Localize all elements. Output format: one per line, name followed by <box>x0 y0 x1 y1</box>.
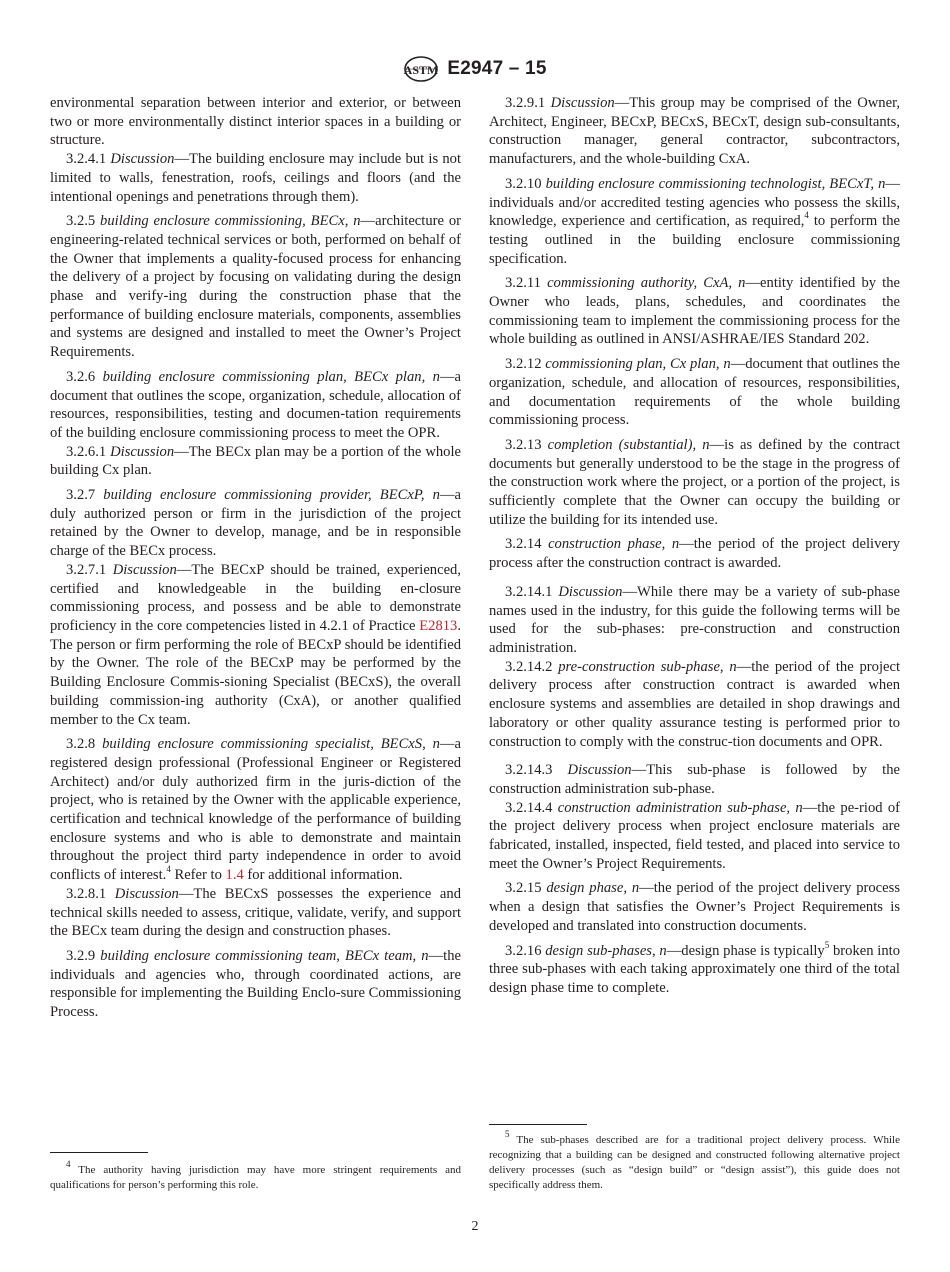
footnote-text: The sub-phases described are for a traditional project delivery process. While recognizing that a building can be designed and constructed following alternative project delivery processes (such as “design build” or “design assist”), this guide does not specifically address them. <box>489 1134 900 1191</box>
section-3-2-4-1 <box>50 150 461 206</box>
term-italic: design sub-phases, n <box>545 942 667 959</box>
section-3-2-10 <box>489 175 900 269</box>
text-run: 3.2.12 <box>505 356 546 373</box>
term-italic: completion (substantial), n <box>547 436 710 453</box>
section-3-2-14-3 <box>489 761 900 798</box>
text-run: —The building enclosure may include but is not limited to walls, fenestration, roofs, ceilings and floors (and the intentional openings and penetrations through them). <box>50 151 462 205</box>
text-run: —individuals and/or accredited testing agencies who possess the skills, knowledge, experience and certification, as required, <box>489 175 900 230</box>
section-3-2-8 <box>50 735 461 885</box>
text-run: —design phase is typically <box>666 942 825 959</box>
reference-link[interactable]: 1.4 <box>225 867 244 884</box>
text-run: —This group may be comprised of the Owner, Architect, Engineer, BECxP, BECxS, BECxT, design sub-consultants, construction manager, general contractor, subcontractors, manufacturers, and the whole-building CxA. <box>489 95 901 168</box>
term-italic: building enclosure commissioning plan, BECx plan, n <box>102 368 440 385</box>
text-run: —the period of the project delivery process when a design that satisfies the Owner’s Project Requirements is developed and translated into construction documents. <box>489 880 900 934</box>
footnote-5 <box>489 1129 900 1193</box>
footnote-ref: 5 <box>824 939 830 950</box>
page-header <box>0 54 950 84</box>
term-italic: Discussion <box>567 762 632 779</box>
section-3-2-5 <box>50 212 461 362</box>
term-italic: Discussion <box>550 95 615 111</box>
section-3-2-13 <box>489 436 900 530</box>
text-run: 3.2.14 <box>505 536 549 553</box>
footnote-4 <box>50 1159 461 1193</box>
text-run: . The person or firm performing the role of BECxP should be identified by the Owner. The role of the BECxP may be performed by the Building Enclosure Commis-sioning Specialist (BECxS), the overall building commission-ing authority (CxA), or another qualified member to the Cx team. <box>50 617 461 728</box>
footnote-ref: 4 <box>804 210 809 221</box>
text-run: —the period of the project delivery process after construction contract is awarded when enclosure systems and assemblies are detailed in shop drawings and laboratory or other quality assurance testing is performed prior to construction to comply with the construc-tion documents and OPR. <box>489 658 901 750</box>
text-run: 3.2.14.4 <box>505 799 558 816</box>
text-run: 3.2.4.1 <box>66 151 111 168</box>
footnote-divider <box>50 1152 148 1153</box>
section-3-2-8-1 <box>50 885 461 941</box>
footnote-mark: 4 <box>66 1159 71 1170</box>
footnote-mark: 5 <box>505 1129 510 1140</box>
text-run: 3.2.16 <box>505 942 546 959</box>
text-run: —the period of the project delivery process after the construction contract is awarded. <box>489 536 901 572</box>
text-run: —the pe-riod of the project delivery process when project enclosure materials are fabricated, installed, inspected, field tested, and placed into service to meet the Owner’s Project Requirements. <box>489 799 900 872</box>
section-3-2-7-1 <box>50 561 461 729</box>
section-3-2-6-1 <box>50 443 461 480</box>
footnote-text: The authority having jurisdiction may have more stringent requirements and qualifications for person’s performing this role. <box>50 1164 461 1191</box>
text-run: 3.2.11 <box>505 275 548 292</box>
text-run: —While there may be a variety of sub-phase names used in the industry, for this guide the following terms will be used for the sub-phases: pre-construction and construction administration. <box>489 583 900 656</box>
text-run: —the individuals and agencies who, through coordinated actions, are responsible for implementing the Building Enclo-sure Commissioning Process. <box>50 947 462 1021</box>
text-run: Refer to <box>170 867 226 884</box>
term-italic: construction phase, n <box>548 536 680 553</box>
term-italic: commissioning plan, Cx plan, n <box>545 356 731 373</box>
section-3-2-15 <box>489 879 900 935</box>
section-3-2-14 <box>489 535 900 572</box>
term-italic: building enclosure commissioning specialist, BECxS, n <box>102 736 440 753</box>
term-italic: Discussion <box>114 885 179 902</box>
svg-text:ASTM: ASTM <box>404 63 439 77</box>
section-3-2-11 <box>489 274 900 349</box>
text-run: —a duly authorized person or firm in the jurisdiction of the project retained by the Owner to develop, manage, and be in responsible charge of the BECx process. <box>50 487 461 560</box>
text-run: 3.2.15 <box>505 880 547 897</box>
text-run: —The BECx plan may be a portion of the whole building Cx plan. <box>50 443 462 479</box>
text-run: —a document that outlines the scope, organization, schedule, allocation of resources, responsibilities, testing and documen-tation requirements of the building enclosure commissioning process to meet the OPR. <box>50 368 461 441</box>
text-run: —This sub-phase is followed by the construction administration sub-phase. <box>489 762 900 797</box>
section-p_cont <box>50 94 461 150</box>
section-3-2-14-1 <box>489 583 900 658</box>
text-run: 3.2.14.3 <box>505 762 568 779</box>
section-3-2-6 <box>50 368 461 443</box>
text-run: —document that outlines the organization, schedule, and allocation of resources, responsibilities, and documentation requirements of the whole building commissioning process. <box>489 356 901 429</box>
text-run: to perform the testing outlined in the building enclosure commissioning specification. <box>489 213 900 267</box>
text-run: 3.2.7 <box>66 487 104 504</box>
term-italic: construction administration sub-phase, n <box>557 799 803 816</box>
astm-logo-icon <box>403 55 439 83</box>
text-run: 3.2.9.1 <box>505 95 551 111</box>
text-run: 3.2.6.1 <box>66 443 111 460</box>
section-3-2-9-1 <box>489 94 900 169</box>
term-italic: Discussion <box>110 443 175 460</box>
term-italic: building enclosure commissioning, BECx, n <box>100 213 361 230</box>
left-column <box>50 94 461 1022</box>
term-italic: design phase, n <box>546 880 640 897</box>
text-run: 3.2.9 <box>66 947 101 964</box>
section-3-2-9 <box>50 947 461 1022</box>
section-3-2-12 <box>489 355 900 430</box>
text-run: 3.2.10 <box>505 175 546 192</box>
text-run: —The BECxS possesses the experience and technical skills needed to assess, critique, validate, verify, and support the BECx team during the design and construction phases. <box>50 885 462 940</box>
text-run: for additional information. <box>243 867 403 884</box>
text-run: 3.2.14.2 <box>505 658 559 675</box>
reference-link[interactable]: E2813 <box>419 617 458 634</box>
term-italic: commissioning authority, CxA, n <box>547 275 746 292</box>
term-italic: Discussion <box>558 583 623 600</box>
footnote-divider <box>489 1124 587 1125</box>
text-run: —is as defined by the contract documents but generally understood to be the stage in the progress of the construction work where the project, or a portion of the project, is sufficiently complete that the Owner can occupy the building or utilize the building for its intended use. <box>489 436 900 528</box>
text-run: 3.2.8.1 <box>66 885 115 902</box>
text-run: environmental separation between interior and exterior, or between two or more environmentally distinct interior spaces in a building or structure. <box>50 95 461 149</box>
text-run: —architecture or engineering-related technical services or both, performed on behalf of the Owner that implements a quality-focused process for enhancing the delivery of a project by focusing on validating during the design phase and verify-ing during the construction phase that the performance of building enclosure materials, components, assemblies and systems are designed and installed to meet the Owner’s Project Requirements. <box>50 213 461 361</box>
right-column <box>489 94 900 998</box>
term-italic: building enclosure commissioning provider, BECxP, n <box>103 487 440 504</box>
text-run: 3.2.14.1 <box>505 583 559 600</box>
section-3-2-14-4 <box>489 799 900 874</box>
term-italic: Discussion <box>112 561 177 578</box>
text-run: —entity identified by the Owner who leads, plans, schedules, and coordinates the commissioning team to implement the commissioning process for the whole building as outlined in ANSI/ASHRAE/IES Standard 202. <box>489 275 901 348</box>
page-number: 2 <box>471 1219 479 1234</box>
term-italic: Discussion <box>110 151 175 168</box>
text-run: 3.2.8 <box>66 736 103 753</box>
section-3-2-14-2 <box>489 658 900 752</box>
text-run: 3.2.5 <box>66 213 101 230</box>
section-3-2-7 <box>50 486 461 561</box>
term-italic: pre-construction sub-phase, n <box>558 658 737 675</box>
text-run: 3.2.6 <box>66 368 103 385</box>
term-italic: building enclosure commissioning team, BECx team, n <box>100 947 429 964</box>
text-run: —a registered design professional (Professional Engineer or Registered Architect) and/or duly authorized firm in the juris-diction of the project, who is retained by the Owner with the applicable experience, certification and technical knowledge of the performance of building enclosure systems and who is able to demonstrate and maintain throughout the project third party independence in order to avoid conflicts of interest. <box>50 736 461 884</box>
text-run: 3.2.7.1 <box>66 561 113 578</box>
text-run: broken into three sub-phases with each taking approximately one third of the total design phase time to complete. <box>489 942 900 996</box>
footnote-ref: 4 <box>166 864 171 875</box>
text-run: 3.2.13 <box>505 436 548 453</box>
section-3-2-16 <box>489 939 900 998</box>
text-run: —The BECxP should be trained, experienced, certified and knowledgeable in the building en-closure commissioning process, and possess and be able to demonstrate proficiency in the core competencies listed in 4.2.1 of Practice <box>50 561 462 634</box>
document-id: E2947 – 15 <box>447 58 547 79</box>
term-italic: building enclosure commissioning technologist, BECxT, n <box>545 175 886 192</box>
